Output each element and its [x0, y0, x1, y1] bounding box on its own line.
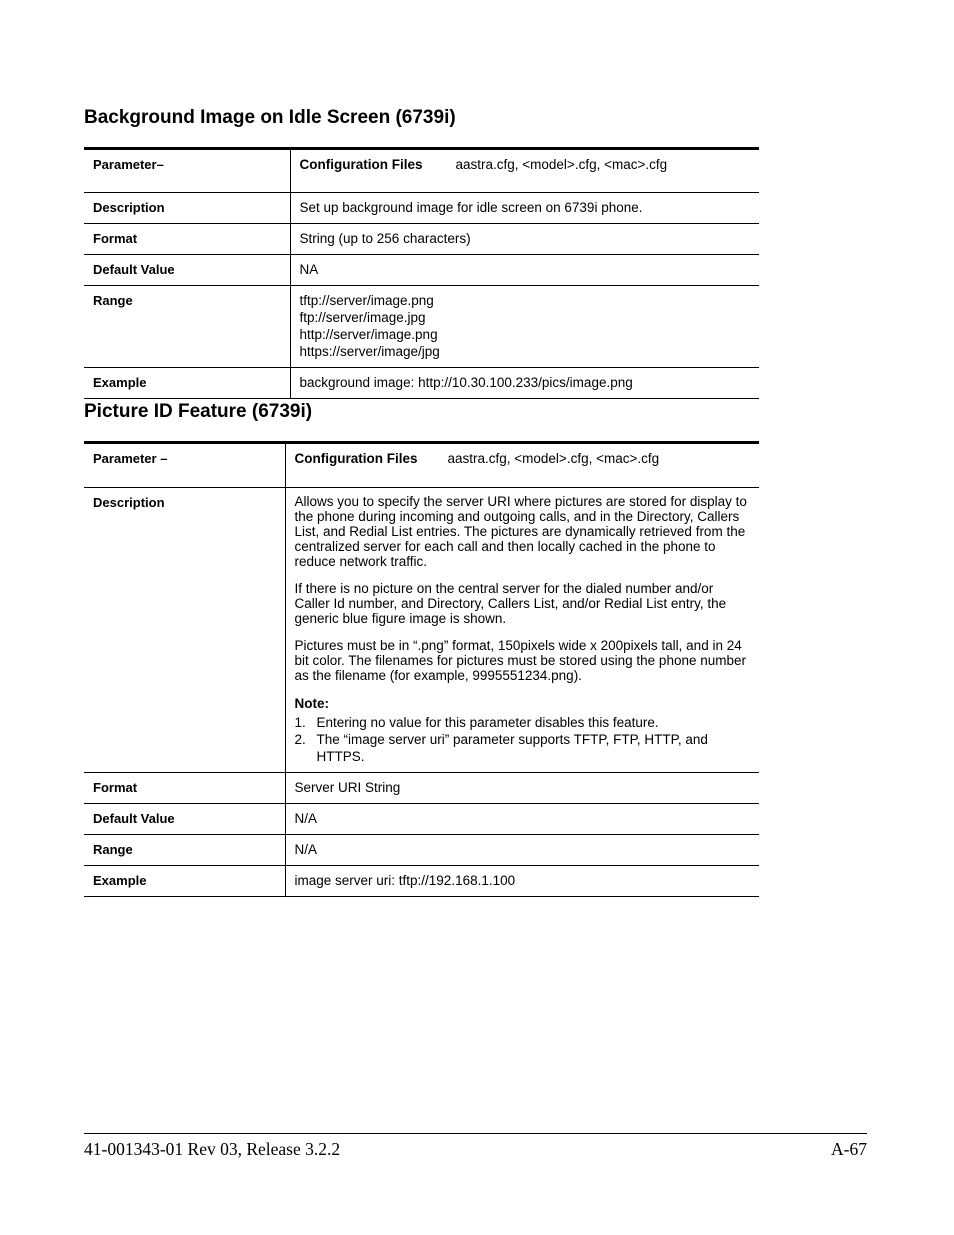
table-row	[84, 193, 759, 224]
note-number: 1.	[294, 715, 306, 730]
range-value: http://server/image.png	[299, 327, 438, 342]
range-label: Range	[84, 286, 290, 368]
footer-doc-id: 41-001343-01 Rev 03, Release 3.2.2	[84, 1139, 341, 1159]
table-row	[84, 866, 759, 897]
default-value-label: Default Value	[84, 804, 285, 835]
description-paragraph: Allows you to specify the server URI where pictures are stored for display to the phone during incoming and outgoing calls, and in the Directory, Callers List, and Redial List entries. The pictures are dynamically retrieved from the centralized server for each call and then locally cached in the phone to reduce network traffic.	[294, 494, 747, 569]
description-label: Description	[84, 193, 290, 224]
note-item	[295, 731, 751, 765]
note-item	[295, 714, 751, 731]
table-row	[84, 286, 759, 368]
picture-id-table	[84, 441, 759, 897]
range-value: tftp://server/image.png	[299, 293, 434, 308]
example-value: image server uri: tftp://192.168.1.100	[285, 866, 759, 897]
footer-page-number: A-67	[831, 1139, 867, 1159]
format-label: Format	[84, 224, 290, 255]
table-row	[84, 224, 759, 255]
default-value: NA	[290, 255, 759, 286]
range-value: N/A	[285, 835, 759, 866]
description-value	[285, 488, 759, 773]
table-row	[84, 488, 759, 773]
format-label: Format	[84, 773, 285, 804]
config-files-label: Configuration Files	[294, 451, 418, 466]
table-row	[84, 368, 759, 399]
config-files-value: aastra.cfg, <model>.cfg, <mac>.cfg	[447, 451, 660, 466]
config-files-cell	[285, 443, 759, 488]
description-value: Set up background image for idle screen on 6739i phone.	[290, 193, 759, 224]
format-value: Server URI String	[285, 773, 759, 804]
footer-divider	[84, 1133, 867, 1134]
range-label: Range	[84, 835, 285, 866]
table-row	[84, 149, 759, 193]
description-label: Description	[84, 488, 285, 773]
background-image-table	[84, 147, 759, 399]
table-row	[84, 804, 759, 835]
table-row	[84, 255, 759, 286]
config-files-cell	[290, 149, 759, 193]
table-row	[84, 835, 759, 866]
default-value-label: Default Value	[84, 255, 290, 286]
description-paragraph: If there is no picture on the central server for the dialed number and/or Caller Id number, and Directory, Callers List, and/or Redial List entry, the generic blue figure image is shown.	[294, 581, 727, 626]
section-title-background-image: Background Image on Idle Screen (6739i)	[84, 107, 456, 128]
example-label: Example	[84, 866, 285, 897]
range-value: ftp://server/image.jpg	[299, 310, 426, 325]
section-title-picture-id: Picture ID Feature (6739i)	[84, 401, 313, 422]
note-number: 2.	[294, 732, 306, 747]
parameter-label: Parameter –	[84, 443, 285, 488]
description-paragraph: Pictures must be in “.png” format, 150pixels wide x 200pixels tall, and in 24 bit color. The filenames for pictures must be stored using the phone number as the filename (for example, 9995551234.png).	[294, 638, 746, 683]
example-value: background image: http://10.30.100.233/pics/image.png	[290, 368, 759, 399]
range-values	[290, 286, 759, 368]
config-files-value: aastra.cfg, <model>.cfg, <mac>.cfg	[455, 157, 668, 172]
range-value: https://server/image/jpg	[299, 344, 440, 359]
default-value: N/A	[285, 804, 759, 835]
note-text: Entering no value for this parameter disables this feature.	[316, 715, 659, 730]
table-row	[84, 443, 759, 488]
example-label: Example	[84, 368, 290, 399]
table-row	[84, 773, 759, 804]
config-files-label: Configuration Files	[299, 157, 423, 172]
format-value: String (up to 256 characters)	[290, 224, 759, 255]
note-text: The “image server uri” parameter supports TFTP, FTP, HTTP, and HTTPS.	[316, 732, 708, 764]
parameter-label: Parameter–	[84, 149, 290, 193]
note-title: Note:	[294, 696, 329, 711]
